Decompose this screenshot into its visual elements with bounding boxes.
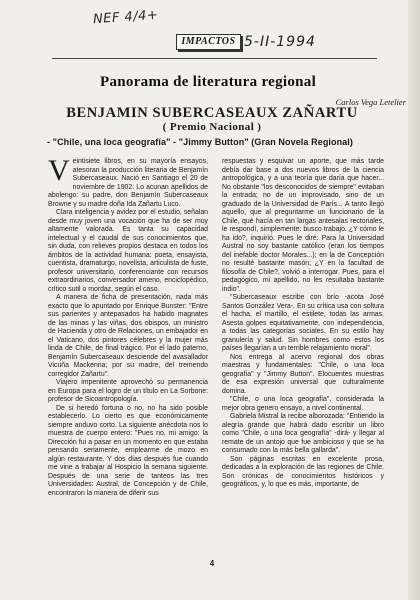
paragraph: Viajero impenitente aprovechó su permanencia en Europa para el logro de un título en La Sorbone: profesor de Sicoantropología. bbox=[48, 379, 208, 403]
paragraph: De si heredó fortuna o no, no ha sido posible establecerlo. Lo cierto es que económicamente siempre anduvo corto. La siguiente anécdota nos lo muestra de cuerpo entero: "Pues no, mi amigo: la Dirección fui a pasar en un momento en que estaba pensando seriamente, emplearme de mozo en algún restaurante. Y dos días después fue cuando me vine a trabajar al Hospicio la semana siguiente. Después de una serie de tanteos las tres Universidades: Austral, de Concepción y de Chile, encontraron la manera de diferir sus bbox=[48, 404, 208, 497]
paragraph: Clara inteligencia y avidez por el estudio, señalan desde muy joven una vocación que ha de ser muy altamente valorada. Es tanta su capacidad intelectual y el caudal de sus conocimientos que, sin duda, con relieves propios destaca en todos los ámbitos de la actividad humana: poeta, ensayista, cuentista, dramaturgo, novelista, articulista de fuste, profesor universitario, conferenciante con recursos extraordinarios, conversador ameno, enciclopédico, crítico sutil o mordaz, según el caso. bbox=[48, 209, 208, 293]
paragraph: Nos entrega al acervo regional dos obras maestras y fundamentales: "Chile, o una loca geografía" y "Jimmy Button". Elocuentes muestras de esa expresión universal que culturalmente domina. bbox=[222, 353, 384, 395]
dropcap: V bbox=[48, 154, 70, 187]
left-column bbox=[48, 154, 208, 498]
top-rule bbox=[52, 58, 377, 59]
page-edge bbox=[408, 0, 420, 600]
paragraph: Gabriela Mistral la recibe alborozada: "Entiendo la alegría grande que habrá dado escribir un libro como "Chile, o una loca geografía" -dirá- y llegar al remate de un antojo que fue ambicioso y que se ha consumado con la más bella gallarda". bbox=[222, 413, 384, 454]
handwritten-note: NEF 4/4+ bbox=[92, 7, 159, 28]
author-byline: Carlos Vega Letelier bbox=[335, 97, 406, 107]
paragraph: A manera de ficha de presentación, nada más exacto que lo apuntado por Enrique Bunster: "Entre sus parientes y antepasados ha habido magnates de las minas y las viñas, dos obispos, un ministro de Hacienda y otro de Relaciones, un embajador en el Vaticano, dos pintores célebres y la mujer más linda de Chile, de final trágico. Por el lado paterno, Benjamín Subercaseaux desciende del avasallador Vicuña Mackenna; por su madre, del tremendo corregidor Zañartu". bbox=[48, 294, 208, 378]
subheadline: ( Premio Nacional ) bbox=[162, 121, 262, 133]
headline: BENJAMIN SUBERCASEAUX ZAÑARTU bbox=[66, 105, 358, 121]
page-number: 4 bbox=[209, 559, 215, 568]
paragraph: Son páginas escritas en excelente prosa, dedicadas a la exploración de las regiones de Chile. Son crónicas de conocimientos históricos y geográficos, y, lo que es más, importante, de bbox=[222, 455, 384, 488]
tagline: - "Chile, una loca geografía" - "Jimmy Button" (Gran Novela Regional) bbox=[47, 137, 354, 147]
handwritten-date: 5-II-1994 bbox=[244, 34, 316, 50]
paragraph: "Subercaseaux escribe con brío -acota José Santos González Vera-. En su crítica usa con soltura el hacha, el martillo, el estilete, todas las armas. Asesta golpes equitativamente, con independencia, a todas las categorías sociales. En su estilo hay granulería y salud. Sin hombres como estos los países llegarían a un terrible relajamiento moral". bbox=[222, 294, 384, 352]
paragraph: respuestas y esquivar un aporte, que más tarde debía dar base a dos nuevos libros de la ciencia antropológica, y a una teoría que daría que hacer... No obstante "los desconocidos de siempre" evitaban la entrada; no de un improvisado, sino de un graduado de la Universidad de París... A tanto llegó aquello, que al preguntarme un funcionario de la Chile, qué hacía en tan largas antesalas rectoriales, le respondí, simplemente: busco trabajo. ¿Y cómo le ha ido?, inquirió. Pues le diré: Para la Universidad Austral no soy bastante católico (eran los tiempos del inefable doctor Morales...); en la de Concepción no resulté bastante masón; ¿Y en la facultad de filosofía de Chile?, volvió a interrogar. Pues, para el pedagógico, mi apellido, no les resultaba bastante indio". bbox=[222, 158, 384, 293]
section-label: IMPACTOS bbox=[176, 34, 241, 50]
right-column bbox=[222, 158, 384, 490]
main-title: Panorama de literatura regional bbox=[100, 74, 317, 90]
paragraph: "Chile, o una loca geografía", considerada la mejor obra genero ensayo, a nivel continental. bbox=[222, 396, 384, 412]
paragraph: Veintisiete libros, en su mayoría ensayos, atesoran la producción literaria de Benjamín Subercaseaux. Nació en Santiago el 20 de noviembre de 1902. Lo acunan apellidos de abolengo: su padre, don Benjamín Subercaseaux Browne y su madre doña Ida Zañartu Luco. bbox=[48, 154, 208, 208]
